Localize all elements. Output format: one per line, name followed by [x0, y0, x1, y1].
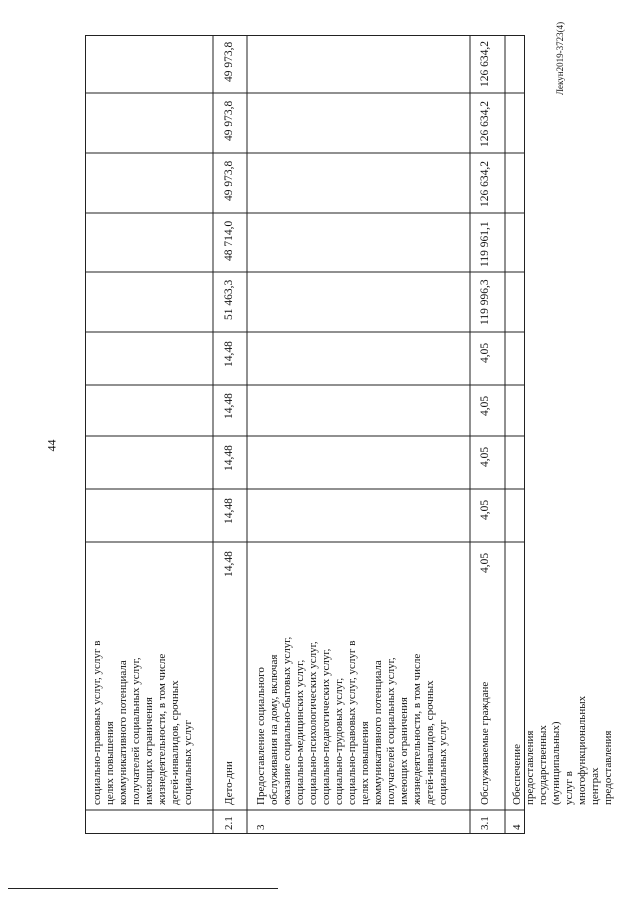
value-cell: 126 634,2 [479, 41, 491, 87]
page-number: 44 [44, 439, 59, 452]
value-cell: 14,48 [223, 498, 235, 524]
value-cell: 126 634,2 [479, 161, 491, 207]
value-cell: 14,48 [223, 341, 235, 367]
value-cell: 119 996,3 [479, 279, 491, 325]
row-number: 3.1 [479, 816, 491, 830]
value-cell: 14,48 [223, 551, 235, 577]
value-cell: 4,05 [479, 342, 491, 363]
value-cell: 48 714,0 [223, 220, 235, 261]
value-cell: 4,05 [479, 446, 491, 467]
row-label: Обслуживаемые граждане [479, 681, 491, 805]
value-cell: 14,48 [223, 445, 235, 471]
footnote-divider [8, 888, 278, 889]
row-number: 4 [511, 824, 523, 830]
row-label: Дето-дни [223, 761, 235, 805]
value-cell: 51 463,3 [223, 279, 235, 320]
row-number: 3 [255, 824, 267, 830]
value-cell: 49 973,8 [223, 160, 235, 201]
row-number: 2.1 [223, 816, 235, 830]
value-cell: 49 973,8 [223, 100, 235, 141]
value-cell: 4,05 [479, 499, 491, 520]
value-cell: 126 634,2 [479, 101, 491, 147]
value-cell: 4,05 [479, 395, 491, 416]
value-cell: 119 961,1 [479, 221, 491, 267]
value-cell: 14,48 [223, 393, 235, 419]
row-3-text: Предоставление социального обслуживания на дому, включая оказание социально-бытовых услуг, социально-медицинских услуг, социально-психологических услуг, социально-педагогических услуг, социально-трудовых услуг, социально-правовых услуг, услуг в целях повышения коммуникативного потенциала получателей социальных услуг, имеющих ограничения жизнедеятельности, в том числе детей-инвалидов, срочных социальных услуг [255, 636, 449, 805]
continued-row-text: социально-правовых услуг, услуг в целях повышения коммуникативного потенциала получателей социальных услуг, имеющих ограничения жизнедеятельности, в том числе детей-инвалидов, срочных социальных услуг [91, 640, 194, 805]
value-cell: 49 973,8 [223, 41, 235, 82]
value-cell: 4,05 [479, 552, 491, 573]
document-code: Лекун2019-3723(4) [555, 21, 565, 95]
row-4-text: Обеспечение предоставления государственных (муниципальных) услуг в многофункциональных центрах предоставления [511, 695, 614, 805]
